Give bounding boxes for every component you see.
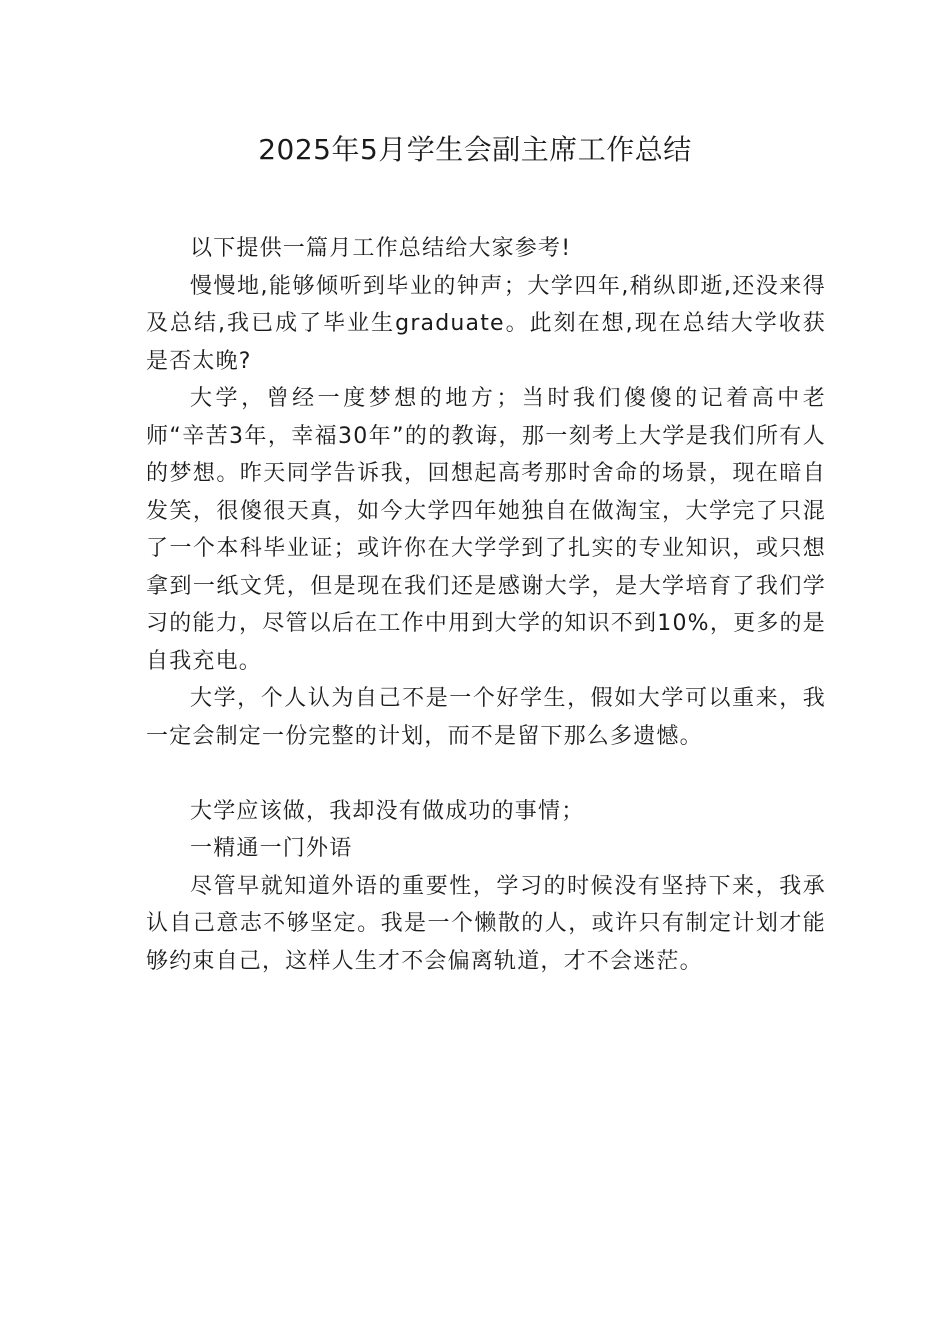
document-body	[146, 230, 826, 980]
paragraph-unfinished-things: 大学应该做，我却没有做成功的事情；	[190, 798, 585, 824]
paragraph-university-dream: 大学，曾经一度梦想的地方；当时我们傻傻的记着高中老师“辛苦3年，幸福30年”的的教诲，那一刻考上大学是我们所有人的梦想。昨天同学告诉我，回想起高考那时舍命的场景，现在暗自发笑，很傻很天真，如今大学四年她独自在做淘宝，大学完了只混了一个本科毕业证；或许你在大学学到了扎实的专业知识，或只想拿到一纸文凭，但是现在我们还是感谢大学，是大学培育了我们学习的能力，尽管以后在工作中用到大学的知识不到10%，更多的是自我充电。	[146, 386, 826, 674]
paragraph-regret: 大学，个人认为自己不是一个好学生，假如大学可以重来，我一定会制定一份完整的计划，而不是留下那么多遗憾。	[146, 686, 826, 749]
document-title: 2025年5月学生会副主席工作总结	[258, 133, 692, 166]
paragraph-foreign-language-heading: 一精通一门外语	[190, 836, 353, 861]
paragraph-graduation: 慢慢地,能够倾听到毕业的钟声；大学四年,稍纵即逝,还没来得及总结,我已成了毕业生graduate。此刻在想,现在总结大学收获是否太晚?	[146, 273, 826, 374]
paragraph-intro: 以下提供一篇月工作总结给大家参考!	[190, 236, 572, 261]
paragraph-foreign-language: 尽管早就知道外语的重要性，学习的时候没有坚持下来，我承认自己意志不够坚定。我是一个懒散的人，或许只有制定计划才能够约束自己，这样人生才不会偏离轨道，才不会迷茫。	[146, 873, 826, 974]
